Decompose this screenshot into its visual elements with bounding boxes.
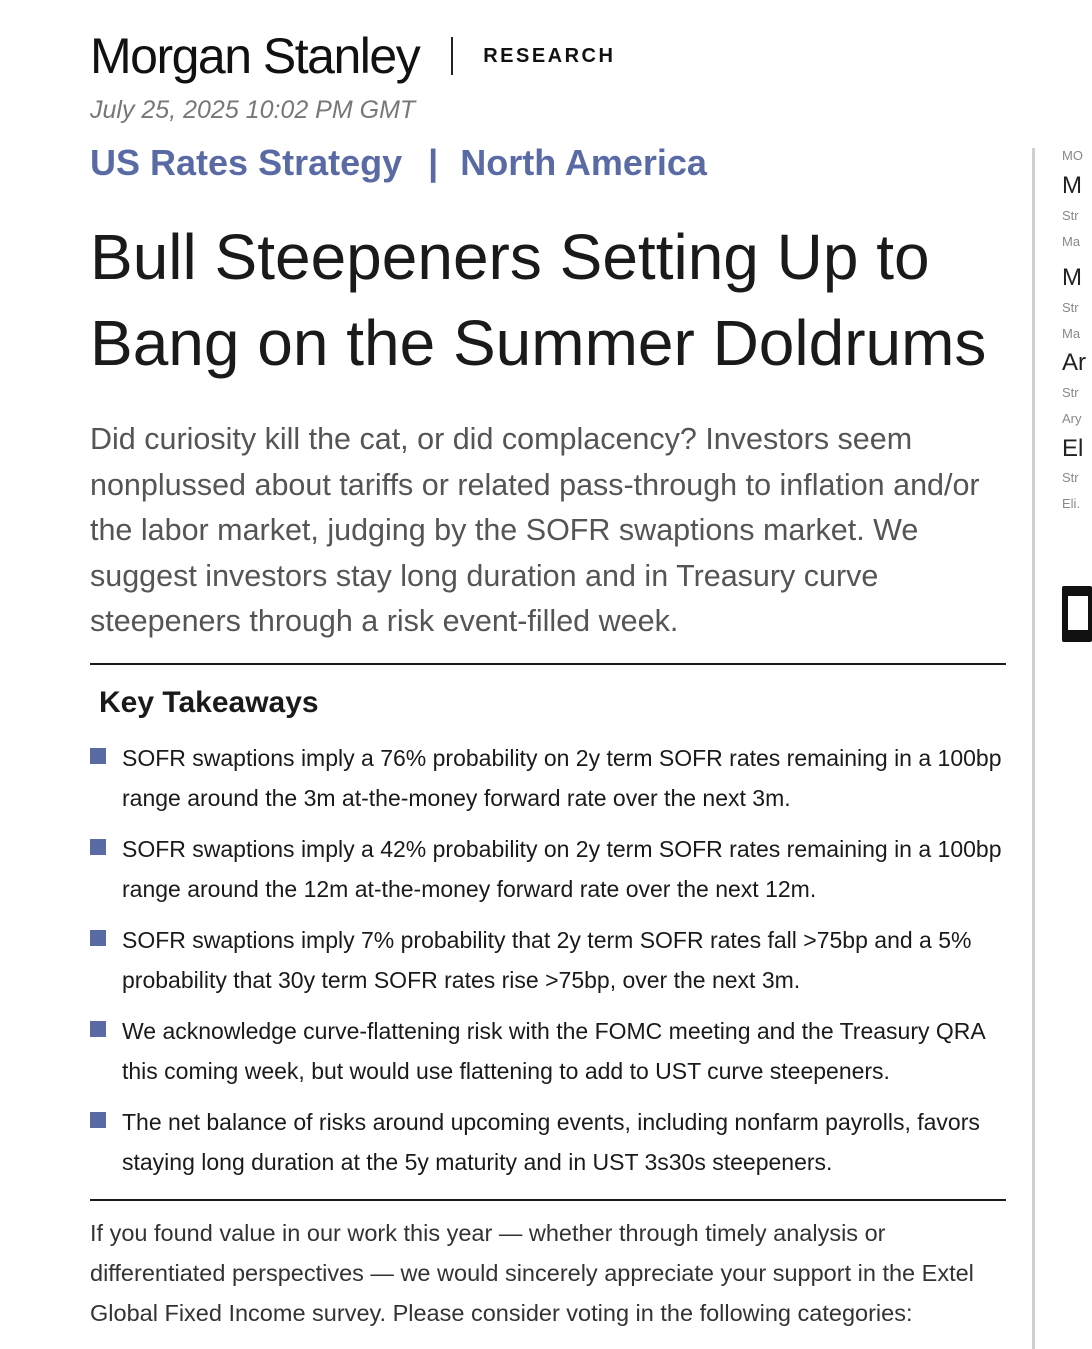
article-title: Bull Steepeners Setting Up to Bang on the Summer Doldrums [90,221,987,379]
side-panel-label: MO [1062,148,1083,163]
analyst-name[interactable]: M [1062,264,1082,291]
brand-header [90,24,615,88]
takeaway-item [90,920,1006,1000]
takeaway-text: We acknowledge curve-flattening risk with the FOMC meeting and the Treasury QRA this coming week, but would use flattening to add to UST curve steepeners. [122,1018,985,1084]
research-label: RESEARCH [483,44,616,67]
square-bullet-icon [90,930,106,946]
takeaway-item [90,829,1006,909]
square-bullet-icon [90,1112,106,1128]
square-bullet-icon [90,748,106,764]
analyst-name[interactable]: M [1062,172,1082,199]
takeaway-item [90,1011,1006,1091]
divider-bottom [90,1199,1006,1201]
takeaway-text: SOFR swaptions imply 7% probability that 2y term SOFR rates fall >75bp and a 5% probability that 30y term SOFR rates rise >75bp, over the next 3m. [122,927,972,993]
analyst-email[interactable]: Ma [1062,326,1081,341]
divider-top [90,663,1006,665]
analyst-email[interactable]: Eli. [1062,496,1081,511]
key-takeaways-heading: Key Takeaways [99,686,319,719]
analyst-email[interactable]: Ary [1062,411,1082,426]
takeaway-item [90,1102,1006,1182]
brand-divider [451,37,453,75]
takeaway-item [90,738,1006,818]
square-bullet-icon [90,839,106,855]
side-panel-border [1032,148,1035,1349]
analyst-name[interactable]: El [1062,435,1084,462]
category-breadcrumb [90,142,707,184]
analyst-title: Str [1062,300,1079,315]
takeaway-text: SOFR swaptions imply a 42% probability on 2y term SOFR rates remaining in a 100bp range around the 12m at-the-money forward rate over the next 12m. [122,836,1002,902]
category-north-america[interactable]: North America [460,142,707,183]
analyst-name[interactable]: Ar [1062,349,1086,376]
survey-appeal-text: If you found value in our work this year — whether through timely analysis or differentiated perspectives — we would sincerely appreciate your support in the Extel Global Fixed Income survey. Please consider voting in the following categories: [90,1220,974,1326]
takeaway-text: The net balance of risks around upcoming events, including nonfarm payrolls, favors staying long duration at the 5y maturity and in UST 3s30s steepeners. [122,1109,980,1175]
square-bullet-icon [90,1021,106,1037]
publication-date: July 25, 2025 10:02 PM GMT [90,96,416,124]
category-us-rates-strategy[interactable]: US Rates Strategy [90,142,403,183]
takeaway-text: SOFR swaptions imply a 76% probability on 2y term SOFR rates remaining in a 100bp range around the 3m at-the-money forward rate over the next 3m. [122,745,1002,811]
analyst-email[interactable]: Ma [1062,234,1081,249]
analyst-side-panel [1062,146,1086,666]
document-icon[interactable] [1062,586,1092,642]
analyst-title: Str [1062,470,1079,485]
morgan-stanley-logo[interactable]: Morgan Stanley [90,28,420,84]
analyst-title: Str [1062,208,1079,223]
category-separator: | [428,142,439,183]
article-summary: Did curiosity kill the cat, or did complacency? Investors seem nonplussed about tariffs or related pass-through to inflation and/or the labor market, judging by the SOFR swaptions market. We suggest investors stay long duration and in Treasury curve steepeners through a risk event-filled week. [90,422,980,638]
key-takeaways-list [90,738,1006,1193]
analyst-title: Str [1062,385,1079,400]
